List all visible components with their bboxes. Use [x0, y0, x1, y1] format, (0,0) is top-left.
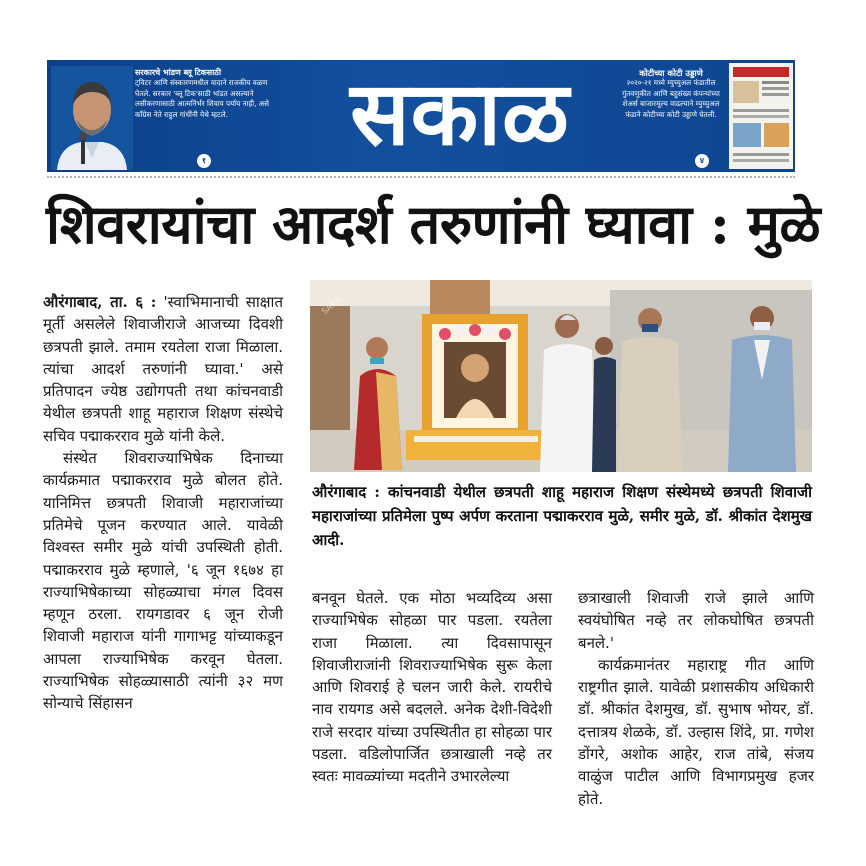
dateline: औरंगाबाद, ता. ६ : [43, 293, 157, 311]
newspaper-masthead: सकाळ [350, 62, 570, 165]
paragraph-2: संस्थेत शिवराज्याभिषेक दिनाच्या कार्यक्रमात पद्माकरराव मुळे बोलत होते. यानिमित्त छत्रपती शिवाजी महाराजांच्या प्रतिमेचे पूजन करण्यात आले. यावेळी विश्वस्त समीर मुळे यांची उपस्थिती होती. पद्माकरराव मुळे म्हणाले, '६ जून १६७४ हा राज्याभिषेकाच्या सोहळ्याचा मंगल दिवस म्हणून ठरला. रायगडावर ६ जून रोजी शिवाजी महाराज यांनी गागाभट्ट यांच्याकडून आपला राज्याभिषेक करवून घेतला. राज्याभिषेक सोहळ्यासाठी त्यांनी ३२ मण सोन्याचे सिंहासन [43, 449, 283, 713]
paragraph-4: छत्राखाली शिवाजी राजे झाले आणि स्वयंघोषित नव्हे तर लोकघोषित छत्रपती बनले.' [578, 589, 814, 652]
rule-divider [47, 176, 795, 184]
paragraph-3: बनवून घेतले. एक मोठा भव्यदिव्य असा राज्याभिषेक सोहळा पार पडला. रयतेला राजा मिळाला. त्या दिवसापासून शिवाजीराजांनी शिवराज्याभिषेक सुरू केला आणि शिवराई हे चलन जारी केले. रायरीचे नाव रायगड असे बदलले. अनेक देशी-विदेशी राजे सरदार यांच्या उपस्थितीत हा सोहळा पार पडला. वडिलोपार्जित छत्राखाली नव्हे तर स्वतः मावळ्यांच्या मदतीने उभारलेल्या [312, 589, 552, 786]
left-teaser-body: ट्विटर आणि संस्कारणमधील वादाने राजकीय वळण घेतले. सरकार 'ब्लू टिक'साठी भांडत असल्याने लसीकरणासाठी आत्मनिर्भर शिवाय पर्याय नाही, असे काँग्रेस नेते राहुल गांधींनी येथे म्हटले. [135, 78, 270, 119]
left-teaser-headline: सरकारचे भांडण ब्लू टिकसाठी [135, 68, 222, 77]
paragraph-5: कार्यक्रमानंतर महाराष्ट्र गीत आणि राष्ट्रगीत झाले. यावेळी प्रशासकीय अधिकारी डॉ. श्रीकांत देशमुख, डॉ. सुभाष भोयर, डॉ. दत्तात्रय शेळके, डॉ. उल्हास शिंदे, प्रा. गणेश डोंगरे, अशोक आहेर, राज तांबे, संजय वाळुंज पाटील आणि विभागप्रमुख हजर होते. [578, 655, 814, 808]
masthead-banner [47, 60, 795, 172]
article-column-3 [578, 587, 814, 810]
politician-portrait [51, 66, 133, 170]
supplement-thumbnail [729, 63, 793, 169]
caption-place: औरंगाबाद : [312, 483, 380, 501]
caption-text: कांचनवाडी येथील छत्रपती शाहू महाराज शिक्षण संस्थेमध्ये छत्रपती शिवाजी महाराजांच्या प्रतिमेला पुष्प अर्पण करताना पद्माकरराव मुळे, समीर मुळे, डॉ. श्रीकांत देशमुख आदी. [312, 483, 812, 549]
article-headline: शिवरायांचा आदर्श तरुणांनी घ्यावा : मुळे [45, 192, 821, 256]
paragraph-1: 'स्वाभिमानाची साक्षात मूर्ती असलेले शिवाजीराजे आजच्या दिवशी छत्रपती झाले. तमाम रयतेला राजा मिळाला. त्यांचा आदर्श तरुणांनी घ्यावा.' असे प्रतिपादन ज्येष्ठ उद्योगपती तथा कांचनवाडी येथील छत्रपती शाहू महाराज शिक्षण संस्थेचे सचिव पद्माकरराव मुळे यांनी केले. [43, 293, 283, 445]
event-photo [310, 280, 812, 472]
left-teaser [135, 68, 285, 120]
photo-caption [312, 480, 812, 552]
article-column-2 [312, 587, 552, 788]
left-page-number: १ [197, 154, 211, 168]
right-teaser-headline: कोटीच्या कोटी उड्डाणे [639, 68, 703, 78]
right-page-number: ४ [695, 154, 709, 168]
article-column-1 [43, 291, 283, 715]
right-teaser-body: २०२०-२१ मध्ये म्युच्युअल फंडातील गुंतवणुकीत आणि बहुसंख्य कंपन्यांच्या शेअर्स बाजारमूल्य वाढल्याने म्युच्युअल फंडाने कोटीच्या कोटी उड्डाणे घेतली. [622, 78, 720, 119]
watermark-text: SAKAL [320, 292, 346, 317]
right-teaser [617, 68, 725, 120]
